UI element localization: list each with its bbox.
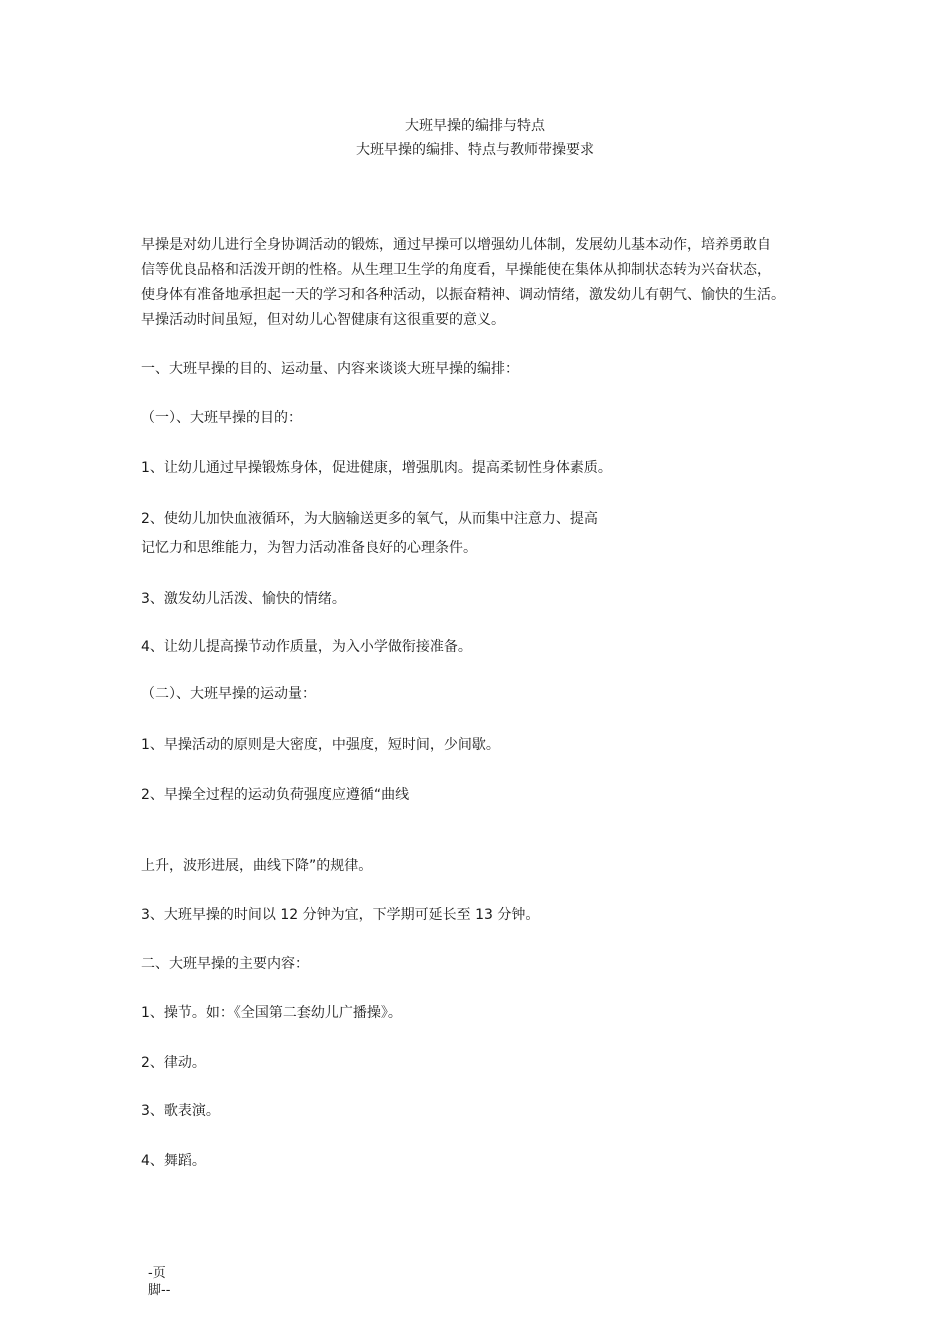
list-item: 2、早操全过程的运动负荷强度应遵循“曲线: [141, 787, 410, 803]
list-item: 4、舞蹈。: [141, 1153, 206, 1169]
list-item: 1、操节。如：《全国第二套幼儿广播操》。: [141, 1005, 402, 1021]
intro-line: 信等优良品格和活泼开朗的性格。从生理卫生学的角度看，早操能使在集体从抑制状态转为兴奋状态，: [141, 262, 771, 278]
page-footer: 脚--: [148, 1283, 171, 1298]
section1-heading: 一、大班早操的目的、运动量、内容来谈谈大班早操的编排：: [141, 361, 519, 377]
document-title: 大班早操的编排与特点: [405, 118, 545, 134]
intro-line: 早操是对幼儿进行全身协调活动的锻炼，通过早操可以增强幼儿体制，发展幼儿基本动作，培养勇敢自: [141, 237, 771, 253]
list-item-continuation: 上升，波形进展，曲线下降”的规律。: [141, 858, 373, 874]
list-item: 2、使幼儿加快血液循环，为大脑输送更多的氧气，从而集中注意力、提高: [141, 511, 598, 527]
list-item-continuation: 记忆力和思维能力，为智力活动准备良好的心理条件。: [141, 540, 477, 556]
intro-line: 使身体有准备地承担起一天的学习和各种活动，以振奋精神、调动情绪，激发幼儿有朝气、愉快的生活。: [141, 287, 785, 303]
list-item: 3、歌表演。: [141, 1103, 220, 1119]
intro-line: 早操活动时间虽短，但对幼儿心智健康有这很重要的意义。: [141, 312, 505, 328]
list-item: 3、激发幼儿活泼、愉快的情绪。: [141, 591, 346, 607]
list-item: 1、让幼儿通过早操锻炼身体，促进健康，增强肌肉。提高柔韧性身体素质。: [141, 460, 612, 476]
list-item: 4、让幼儿提高操节动作质量，为入小学做衔接准备。: [141, 639, 472, 655]
list-item: 2、律动。: [141, 1055, 206, 1071]
section2-heading: 二、大班早操的主要内容：: [141, 956, 309, 972]
list-item: 3、大班早操的时间以 12 分钟为宜，下学期可延长至 13 分钟。: [141, 907, 540, 923]
page-footer: -页: [148, 1266, 166, 1281]
sub1-heading: （一）、大班早操的目的：: [141, 410, 302, 426]
sub2-heading: （二）、大班早操的运动量：: [141, 686, 316, 702]
list-item: 1、早操活动的原则是大密度，中强度，短时间，少间歇。: [141, 737, 500, 753]
document-subtitle: 大班早操的编排、特点与教师带操要求: [356, 142, 594, 158]
